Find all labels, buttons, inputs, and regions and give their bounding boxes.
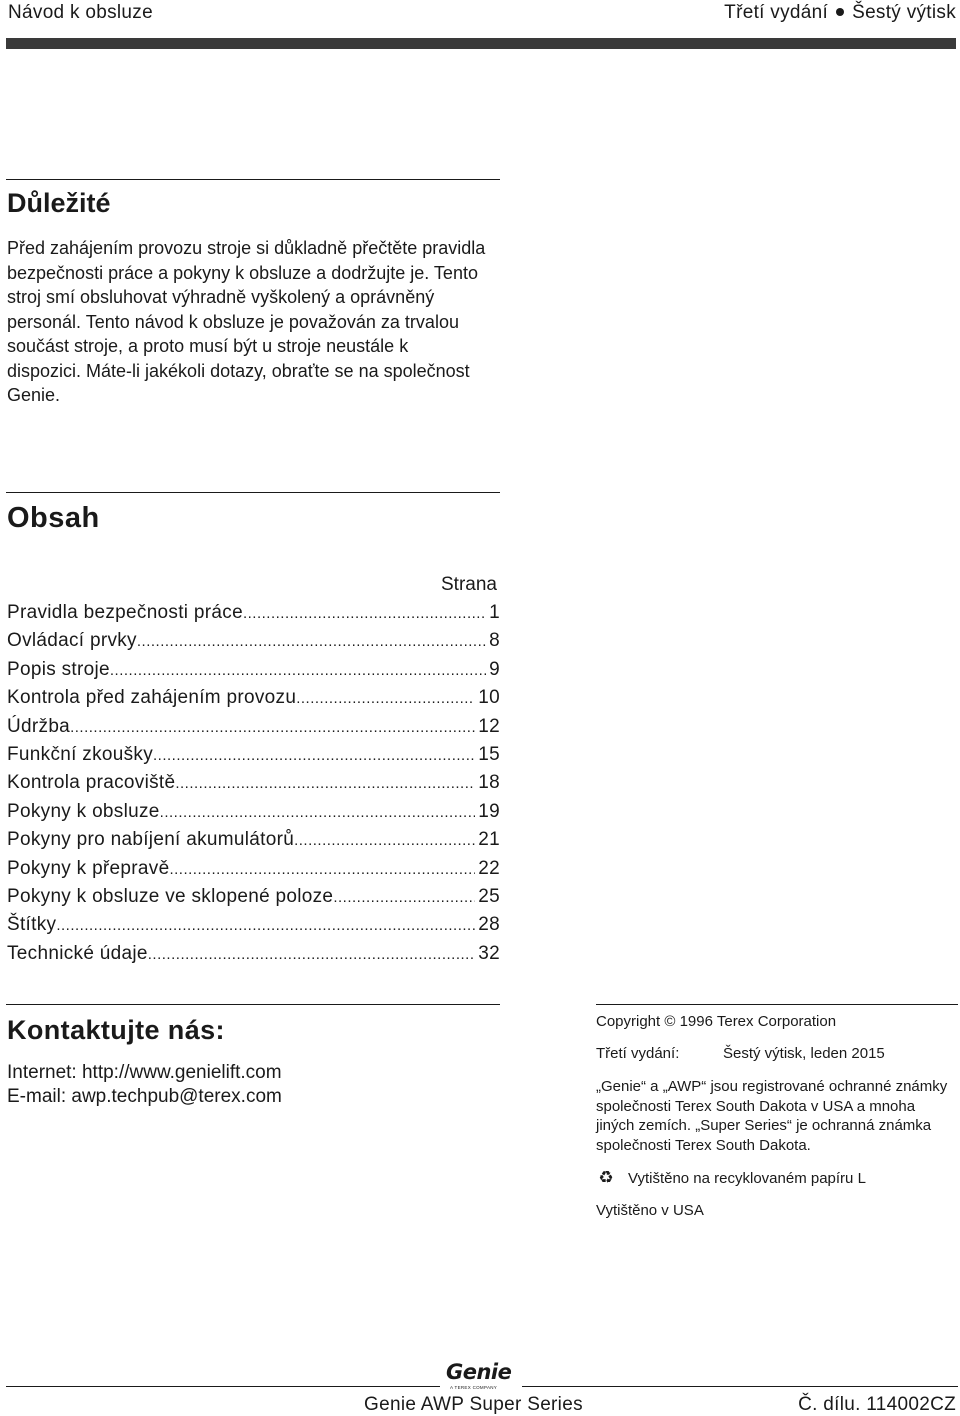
part-number: Č. dílu. 114002CZ [798,1394,956,1415]
toc-list [7,602,500,971]
toc-item[interactable] [7,943,500,971]
edition-value: Šestý výtisk, leden 2015 [723,1045,885,1062]
toc-item-page: 32 [478,942,500,964]
toc-leader [160,804,476,821]
toc-item-title: Kontrola před zahájením provozu [7,687,297,709]
toc-leader [148,946,476,963]
toc-item[interactable] [7,914,500,942]
genie-logo: Genie [446,1360,512,1384]
toc-leader [56,917,475,934]
logo-tagline: A TEREX COMPANY [450,1385,498,1390]
toc-page-label: Strana [441,574,497,595]
important-text: Před zahájením provozu stroje si důkladně přečtěte pravidla bezpečnosti práce a pokyny k obsluze a dodržujte je. Tento stroj smí obsluhovat výhradně vyškolený a oprávněný personál. Tento návod k obsluze je považován za trvalou součást stroje, a proto musí být u stroje neustále k dispozici. Máte-li jakékoli dotazy, obraťte se na společnost Genie. [7,238,486,405]
model-series: Genie AWP Super Series [364,1394,583,1415]
toc-item[interactable] [7,602,500,630]
edition-label: Třetí vydání: [596,1045,680,1062]
toc-item-title: Ovládací prvky [7,630,137,652]
toc-item-title: Pokyny k obsluze ve sklopené poloze [7,885,334,907]
toc-item-title: Kontrola pracoviště [7,772,176,794]
toc-item-page: 1 [489,602,500,623]
toc-item-page: 25 [478,885,500,907]
recycled-text: Vytištěno na recyklovaném papíru L [628,1170,866,1187]
toc-item[interactable] [7,659,500,687]
toc-item[interactable] [7,630,500,658]
toc-item-title: Pokyny pro nabíjení akumulátorů [7,829,295,851]
printing-label: Šestý výtisk [852,2,956,23]
toc-item[interactable] [7,829,500,857]
toc-item[interactable] [7,716,500,744]
toc-item[interactable] [7,886,500,914]
toc-item-title: Pokyny k přepravě [7,857,170,879]
toc-item[interactable] [7,687,500,715]
toc-leader [70,719,475,736]
recycle-icon: ♻ [598,1168,614,1187]
bullet-icon [836,8,844,16]
toc-item-title: Pokyny k obsluze [7,800,160,822]
toc-leader [175,775,475,792]
toc-item-title: Funkční zkoušky [7,743,153,765]
toc-item[interactable] [7,858,500,886]
section-divider [6,179,500,180]
toc-item-page: 28 [478,914,500,936]
contact-email[interactable]: E-mail: awp.techpub@terex.com [7,1086,282,1107]
section-divider [6,1004,500,1005]
toc-heading: Obsah [7,502,100,534]
important-heading: Důležité [7,188,111,218]
toc-leader [294,832,475,849]
copyright-text: Copyright © 1996 Terex Corporation [596,1013,837,1030]
toc-leader [296,690,475,707]
toc-item-page: 18 [478,772,500,794]
toc-leader [243,605,486,622]
toc-item[interactable] [7,744,500,772]
toc-item-page: 15 [478,743,500,765]
toc-item-page: 22 [478,857,500,879]
edition-label: Třetí vydání [724,2,829,23]
toc-item[interactable] [7,801,500,829]
toc-leader [137,633,486,650]
toc-item-title: Údržba [7,715,71,737]
toc-leader [153,747,475,764]
toc-item-title: Pravidla bezpečnosti práce [7,602,243,623]
toc-leader [333,889,475,906]
toc-item-title: Technické údaje [7,942,148,964]
recycled-row [596,1168,866,1189]
toc-item-page: 12 [478,715,500,737]
section-divider [596,1004,958,1005]
toc-item-title: Štítky [7,914,57,936]
edition-row [596,1044,885,1064]
section-divider [6,492,500,493]
toc-item-title: Popis stroje [7,658,110,680]
contact-internet[interactable]: Internet: http://www.genielift.com [7,1062,282,1083]
toc-leader [169,861,475,878]
edition-info [724,2,956,24]
toc-item-page: 10 [478,687,500,709]
header-bar [6,38,956,49]
toc-item-page: 9 [489,658,500,680]
printed-in: Vytištěno v USA [596,1202,704,1219]
contact-heading: Kontaktujte nás: [7,1015,225,1045]
toc-item[interactable] [7,772,500,800]
toc-item-page: 8 [489,630,500,652]
trademark-notice: „Genie“ a „AWP“ jsou registrované ochranné známky společnosti Terex South Dakota v USA a mnoha jiných zemích. „Super Series“ je ochranná známka společnosti Terex South Dakota. [596,1078,948,1154]
document-title: Návod k obsluze [8,2,153,23]
toc-item-page: 19 [478,800,500,822]
toc-leader [110,662,486,679]
toc-item-page: 21 [478,829,500,851]
